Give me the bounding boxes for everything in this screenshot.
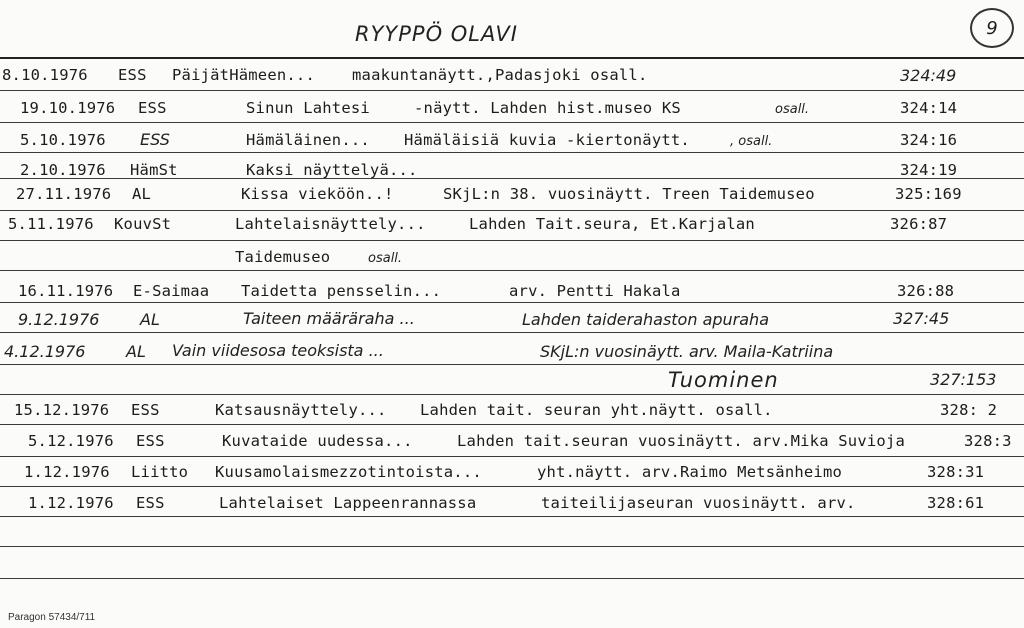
entry-source: ESS	[131, 401, 160, 419]
card-number-badge	[970, 8, 1014, 48]
entry-title: Kuusamolaismezzotintoista...	[215, 463, 482, 481]
entry-date: 5.11.1976	[8, 215, 94, 233]
entry-source: KouvSt	[114, 215, 172, 233]
rule-line	[0, 332, 1024, 333]
entry-title: Kaksi näyttelyä...	[246, 161, 418, 179]
entry-desc: yht.näytt. arv.Raimo Metsänheimo	[537, 463, 843, 481]
entry-source: ESS	[138, 99, 167, 117]
entry-title: Tuominen	[668, 368, 779, 392]
entry-desc: Lahden Tait.seura, Et.Karjalan	[469, 215, 755, 233]
rule-line	[0, 240, 1024, 241]
entry-date: 2.10.1976	[20, 161, 106, 179]
entry-source: AL	[126, 342, 146, 361]
entry-desc: Lahden taiderahaston apuraha	[522, 310, 769, 329]
entry-date: 5.10.1976	[20, 131, 106, 149]
entry-ref: 326:87	[890, 215, 948, 233]
entry-date: 27.11.1976	[16, 185, 112, 203]
entry-ref: 327:153	[930, 370, 997, 389]
entry-title: Lahtelaiset Lappeenrannassa	[219, 494, 477, 512]
entry-desc: taiteilijaseuran vuosinäytt. arv.	[541, 494, 856, 512]
rule-line	[0, 270, 1024, 271]
entry-ref: 328:61	[927, 494, 985, 512]
rule-line	[0, 578, 1024, 579]
entry-title: Vain viidesosa teoksista ...	[172, 341, 384, 360]
rule-line	[0, 152, 1024, 153]
entry-date: 5.12.1976	[28, 432, 114, 450]
entry-ref: 324:19	[900, 161, 958, 179]
entry-date: 19.10.1976	[20, 99, 116, 117]
entry-title: Hämäläinen...	[246, 131, 370, 149]
entry-note: osall.	[775, 102, 810, 117]
entry-source: Liitto	[131, 463, 189, 481]
entry-title: Taidemuseo	[235, 248, 331, 266]
entry-source: ESS	[140, 130, 170, 149]
rule-line	[0, 210, 1024, 211]
rule-line	[0, 486, 1024, 487]
entry-source: ESS	[136, 432, 165, 450]
rule-line	[0, 456, 1024, 457]
rule-line	[0, 546, 1024, 547]
entry-title: Taiteen määräraha ...	[243, 309, 415, 328]
entry-desc: maakuntanäytt.,Padasjoki osall.	[352, 66, 648, 84]
entry-date: 8.10.1976	[2, 66, 88, 84]
entry-desc: -näytt. Lahden hist.museo KS	[414, 99, 681, 117]
entry-source: AL	[132, 185, 152, 203]
entry-source: E-Saimaa	[133, 282, 210, 300]
entry-title: Kuvataide uudessa...	[222, 432, 413, 450]
entry-ref: 327:45	[893, 309, 950, 328]
entry-source: ESS	[118, 66, 147, 84]
card-footer-print: Paragon 57434/711	[8, 612, 96, 623]
rule-line	[0, 364, 1024, 365]
entry-title: Sinun Lahtesi	[246, 99, 370, 117]
entry-note: osall.	[368, 251, 403, 266]
entry-date: 15.12.1976	[14, 401, 110, 419]
rule-line	[0, 90, 1024, 91]
entry-desc: Hämäläisiä kuvia -kiertonäytt.	[404, 131, 690, 149]
entry-title: Lahtelaisnäyttely...	[235, 215, 426, 233]
entry-source: ESS	[136, 494, 165, 512]
entry-ref: 328:3	[964, 432, 1012, 450]
entry-desc: Lahden tait.seuran vuosinäytt. arv.Mika Suvioja	[457, 432, 905, 450]
rule-line	[0, 516, 1024, 517]
entry-ref: 326:88	[897, 282, 955, 300]
entry-title: Katsausnäyttely...	[215, 401, 387, 419]
entry-date: 1.12.1976	[24, 463, 110, 481]
header-rule	[0, 57, 1024, 59]
rule-line	[0, 424, 1024, 425]
entry-title: Taidetta pensselin...	[241, 282, 442, 300]
entry-date: 9.12.1976	[18, 310, 100, 329]
entry-desc: arv. Pentti Hakala	[509, 282, 681, 300]
entry-title: Kissa vieköön..!	[241, 185, 394, 203]
entry-title: PäijätHämeen...	[172, 66, 315, 84]
entry-source: AL	[140, 310, 160, 329]
entry-desc: SKjL:n 38. vuosinäytt. Treen Taidemuseo	[443, 185, 815, 203]
entry-ref: 328: 2	[940, 401, 998, 419]
entry-ref: 324:16	[900, 131, 958, 149]
entry-ref: 328:31	[927, 463, 985, 481]
card-number: 9	[986, 17, 998, 39]
entry-desc: SKjL:n vuosinäytt. arv. Maila-Katriina	[540, 342, 834, 361]
entry-date: 16.11.1976	[18, 282, 114, 300]
card-header-name: RYYPPÖ OLAVI	[355, 22, 518, 46]
entry-ref: 325:169	[895, 185, 962, 203]
entry-note: , osall.	[730, 134, 773, 149]
rule-line	[0, 302, 1024, 303]
entry-ref: 324:49	[900, 66, 957, 85]
entry-source: HämSt	[130, 161, 178, 179]
entry-date: 1.12.1976	[28, 494, 114, 512]
entry-desc: Lahden tait. seuran yht.näytt. osall.	[420, 401, 773, 419]
entry-date: 4.12.1976	[4, 342, 86, 361]
rule-line	[0, 394, 1024, 395]
entry-ref: 324:14	[900, 99, 958, 117]
rule-line	[0, 122, 1024, 123]
